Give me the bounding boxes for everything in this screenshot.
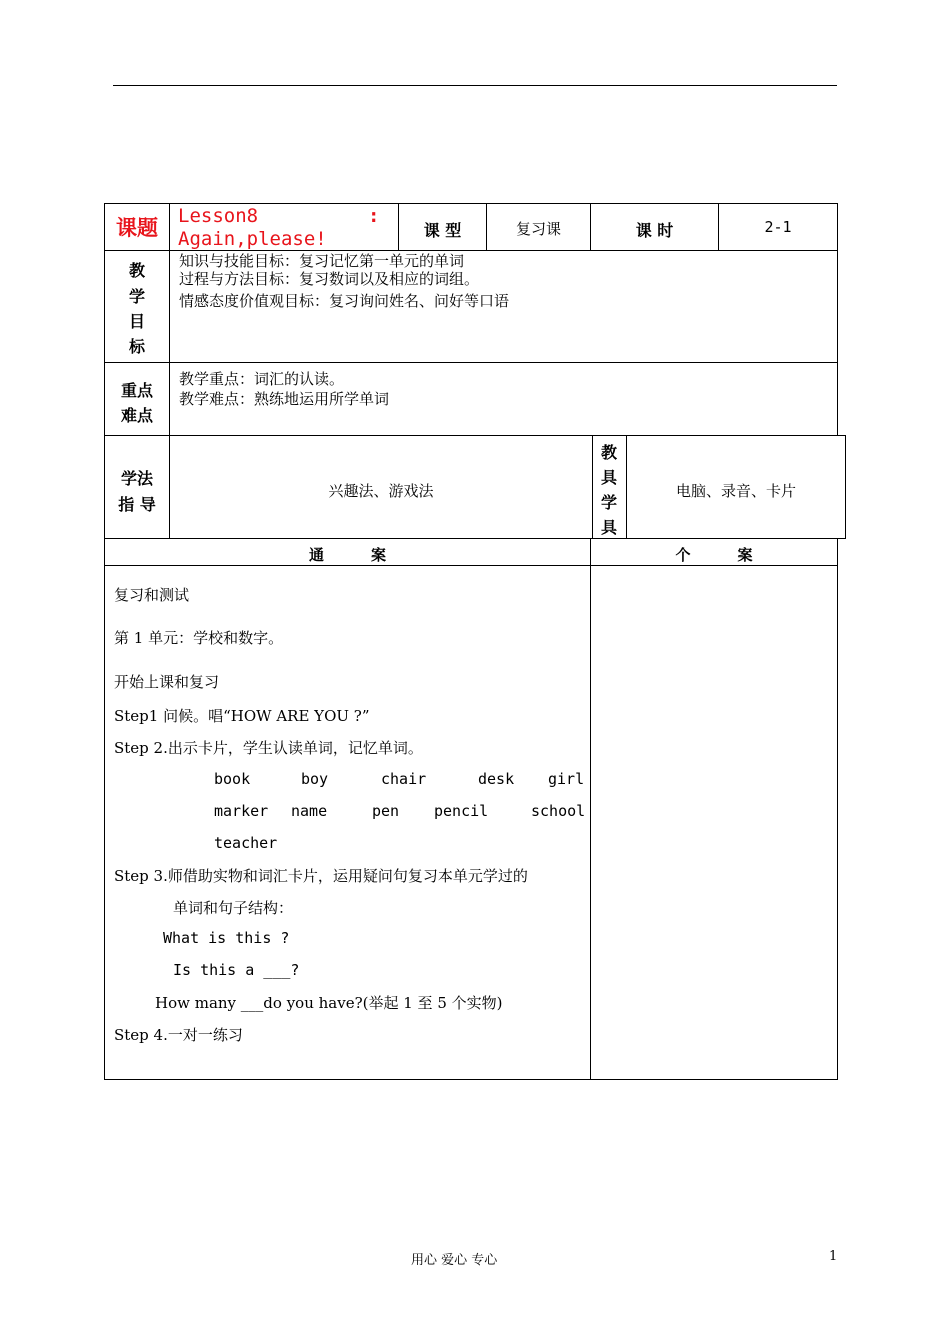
question-line: How many ___do you have?(举起 1 至 5 个实物)	[155, 994, 503, 1012]
step4: Step 4.一对一练习	[114, 1026, 243, 1044]
key-points-label: 难点	[120, 406, 153, 425]
vocab-word: marker	[214, 802, 269, 820]
title-label: 课题	[116, 216, 158, 240]
table-row-line	[104, 565, 838, 566]
tools-value: 电脑、录音、卡片	[675, 482, 796, 500]
table-border-right	[837, 538, 838, 1080]
review-heading: 复习和测试	[114, 586, 190, 604]
vocab-word: girl	[548, 770, 585, 788]
method-value: 兴趣法、游戏法	[328, 482, 434, 500]
tools-border-right	[845, 435, 846, 539]
key-point-line: 教学重点：词汇的认读。	[179, 370, 345, 388]
step1: Step1 问候。唱“HOW ARE YOU ?”	[114, 707, 370, 725]
footer-motto: 用心 爱心 专心	[411, 1253, 498, 1268]
table-border-right	[837, 203, 838, 436]
vocab-word: chair	[381, 770, 427, 788]
header-rule	[113, 85, 837, 86]
tools-label-char: 具	[600, 468, 617, 487]
vocab-word: desk	[478, 770, 515, 788]
table-row-line	[104, 435, 846, 436]
type-value: 复习课	[515, 220, 561, 238]
page-number: 1	[829, 1249, 838, 1264]
question-line: What is this ?	[163, 929, 290, 947]
period-value: 2-1	[764, 218, 792, 236]
objective-line: 情感态度价值观目标：复习询问姓名、问好等口语	[179, 292, 510, 310]
period-label: 课 时	[635, 221, 674, 240]
tools-label-char: 教	[600, 443, 617, 462]
objectives-label-char: 教	[128, 261, 145, 280]
step2: Step 2.出示卡片，学生认读单词，记忆单词。	[114, 739, 423, 757]
unit-heading: 第 1 单元：学校和数字。	[114, 629, 284, 647]
table-row-line	[104, 538, 846, 539]
lesson-subtitle: Again,please!	[178, 228, 327, 250]
objective-line: 知识与技能目标：复习记忆第一单元的单词	[179, 252, 465, 270]
table-row-line	[104, 362, 838, 363]
step3: Step 3.师借助实物和词汇卡片，运用疑问句复习本单元学过的	[114, 867, 528, 885]
objectives-label-char: 标	[128, 337, 145, 356]
start-heading: 开始上课和复习	[114, 673, 220, 691]
lesson-colon: :	[368, 205, 380, 227]
tools-label-char: 学	[600, 493, 617, 512]
table-border-bottom	[104, 1079, 838, 1080]
objective-line: 过程与方法目标：复习数词以及相应的词组。	[179, 270, 480, 288]
key-point-line: 教学难点：熟练地运用所学单词	[179, 390, 390, 408]
key-points-label: 重点	[120, 381, 153, 400]
vocab-word: name	[291, 802, 328, 820]
vocab-word: school	[531, 802, 586, 820]
table-border-left	[104, 203, 105, 1080]
lesson-title: Lesson8	[178, 205, 259, 227]
step3-continued: 单词和句子结构：	[173, 899, 294, 917]
method-label: 学法	[120, 469, 153, 488]
objectives-label-char: 目	[128, 312, 145, 331]
method-label: 指 导	[118, 495, 156, 514]
individual-plan-header: 个 案	[675, 546, 753, 564]
vocab-word: pen	[372, 802, 400, 820]
vocab-word: boy	[301, 770, 329, 788]
objectives-label-char: 学	[128, 287, 145, 306]
tools-label-char: 具	[600, 518, 617, 537]
plan-divider	[590, 538, 591, 1080]
table-border-top	[104, 203, 838, 204]
common-plan-header: 通 案	[309, 546, 386, 564]
vocab-word: pencil	[434, 802, 489, 820]
question-line: Is this a ___?	[173, 961, 300, 979]
tools-col-line	[592, 435, 593, 539]
vocab-word: book	[214, 770, 251, 788]
type-label: 课 型	[423, 221, 462, 240]
vocab-word: teacher	[214, 834, 278, 852]
